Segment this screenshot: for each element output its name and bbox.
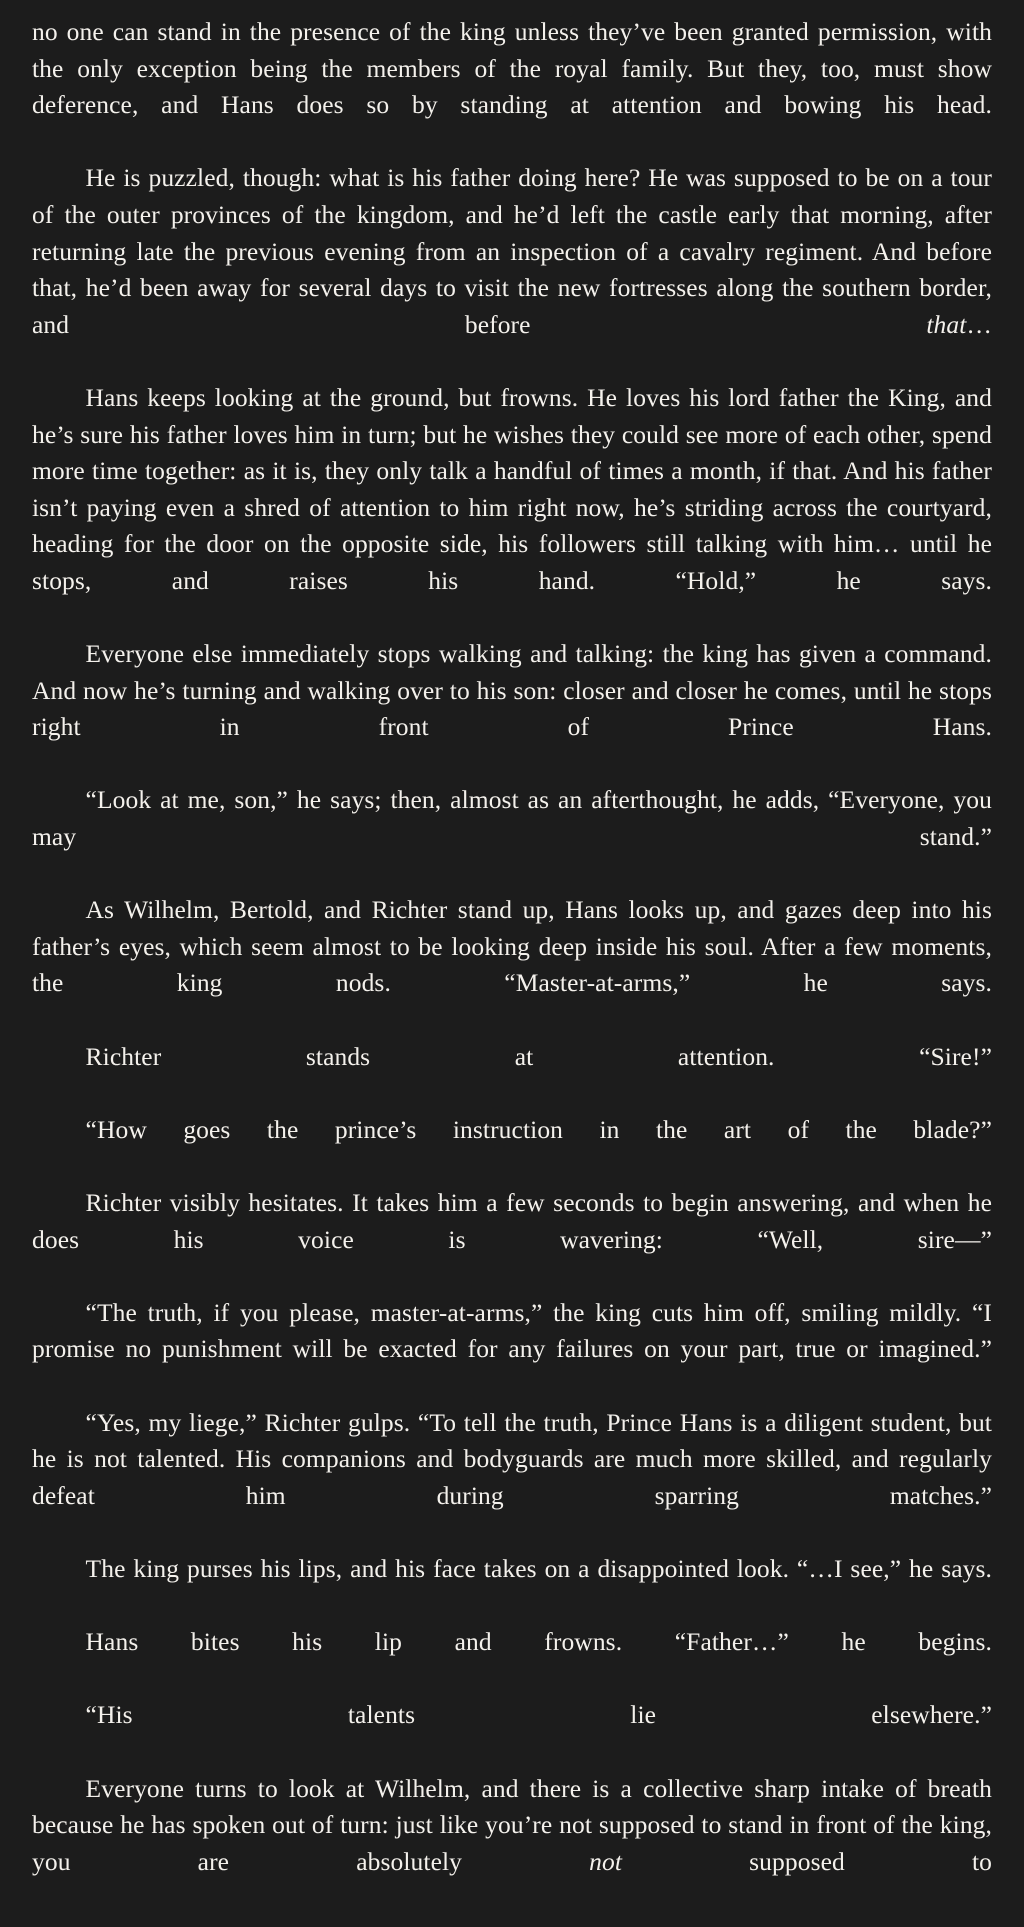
paragraph: “How goes the prince’s instruction in the art of the blade?” (85, 1114, 992, 1144)
emphasis-text: that (926, 309, 967, 339)
paragraph: As Wilhelm, Bertold, and Richter stand up, Hans looks up, and gazes deep into his father’s eyes, which seem almost to be looking deep inside his soul. After a few moments, the king nods. “Master-at-arms,” he says. (32, 895, 992, 998)
paragraph: Everyone turns to look at Wilhelm, and there is a collective sharp intake of breath because he has spoken out of turn: just like you’re not supposed to stand in front of the king, you are absolutely not supposed to (32, 1773, 993, 1876)
paragraph: “His talents lie elsewhere.” (85, 1700, 992, 1730)
paragraph: “Yes, my liege,” Richter gulps. “To tell the truth, Prince Hans is a diligent student, but he is not talented. His companions and bodyguards are much more skilled, and regularly defeat him during sparring matches.” (32, 1407, 992, 1510)
emphasis-text: not (589, 1846, 623, 1876)
paragraph: “Look at me, son,” he says; then, almost as an afterthought, he adds, “Everyone, you may stand.” (32, 785, 992, 852)
paragraph: Hans keeps looking at the ground, but frowns. He loves his lord father the King, and he’s sure his father loves him in turn; but he wishes they could see more of each other, spend more time together: as it is, they only talk a handful of times a month, if that. And his father isn’t paying even a shred of attention to him right now, he’s striding across the courtyard, heading for the door on the opposite side, his followers still talking with him… until he stops, and raises his hand. “Hold,” he says. (32, 382, 992, 595)
paragraph: “The truth, if you please, master-at-arms,” the king cuts him off, smiling mildly. “I promise no punishment will be exacted for any failures on your part, true or imagined.” (32, 1297, 992, 1364)
document-body (32, 14, 992, 1917)
paragraph: Hans bites his lip and frowns. “Father…” he begins. (85, 1627, 992, 1657)
paragraph: He is puzzled, though: what is his father doing here? He was supposed to be on a tour of the outer provinces of the kingdom, and he’d left the castle early that morning, after returning late the previous evening from an inspection of a cavalry regiment. And before that, he’d been away for several days to visit the new fortresses along the southern border, and before that… (32, 163, 992, 339)
paragraph: Everyone else immediately stops walking and talking: the king has given a command. And now he’s turning and walking over to his son: closer and closer he comes, until he stops right in front of Prince Hans. (32, 639, 992, 742)
paragraph: no one can stand in the presence of the king unless they’ve been granted permission, with the only exception being the members of the royal family. But they, too, must show deference, and Hans does so by standing at attention and bowing his head. (32, 17, 992, 120)
paragraph: Richter visibly hesitates. It takes him a few seconds to begin answering, and when he does his voice is wavering: “Well, sire—” (32, 1188, 992, 1254)
paragraph: The king purses his lips, and his face takes on a disappointed look. “…I see,” he says. (85, 1553, 992, 1583)
paragraph: Richter stands at attention. “Sire!” (85, 1041, 992, 1071)
